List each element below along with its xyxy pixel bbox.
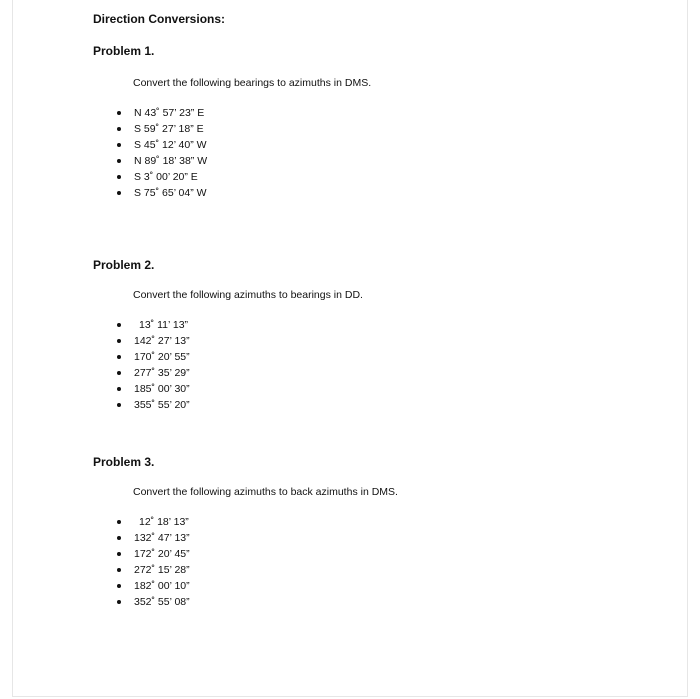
problem-2-instruction: Convert the following azimuths to bearings in DD. <box>133 289 363 301</box>
problem-1-instruction: Convert the following bearings to azimuths in DMS. <box>133 77 372 89</box>
bullet-icon <box>117 387 121 391</box>
bullet-icon <box>117 371 121 375</box>
bullet-icon <box>117 600 121 604</box>
bullet-icon <box>117 403 121 407</box>
document-page: Direction Conversions: Problem 1. Convert the following bearings to azimuths in DMS. N 43˚ 57’ 23” E S 59˚ 27’ 18” E S 45˚ 12’ 40” W N 89˚ 18’ 38” W S 3˚ 00’ 20” E S 75˚ 65’ 04” W Problem 2. Convert the following azimuths to bearings in DD. 13˚ 11’ 13” 142˚ 27’ 13” 170˚ 20’ 55” 277˚ 35’ 29” 185˚ 00’ 30” 355˚ 55’ 20” Problem 3. Convert the following azimuths to back azimuths in DMS. 12˚ 18’ 13” 132˚ 47’ 13” 172˚ 20’ 45” 272˚ 15’ 28” 182˚ 00’ 10” 352˚ 55’ 08” <box>12 0 688 697</box>
problem-2-heading: Problem 2. <box>93 258 155 272</box>
bullet-icon <box>117 143 121 147</box>
bullet-icon <box>117 536 121 540</box>
bullet-icon <box>117 568 121 572</box>
bullet-icon <box>117 339 121 343</box>
document-title: Direction Conversions: <box>93 12 226 26</box>
bullet-icon <box>117 159 121 163</box>
bullet-icon <box>117 520 121 524</box>
problem-3-instruction: Convert the following azimuths to back azimuths in DMS. <box>133 486 398 498</box>
problem-3-heading: Problem 3. <box>93 455 155 469</box>
bullet-icon <box>117 552 121 556</box>
bullet-icon <box>117 355 121 359</box>
bullet-icon <box>117 111 121 115</box>
bullet-icon <box>117 584 121 588</box>
bullet-icon <box>117 323 121 327</box>
bullet-icon <box>117 191 121 195</box>
bullet-icon <box>117 175 121 179</box>
problem-1-heading: Problem 1. <box>93 44 155 58</box>
bullet-icon <box>117 127 121 131</box>
